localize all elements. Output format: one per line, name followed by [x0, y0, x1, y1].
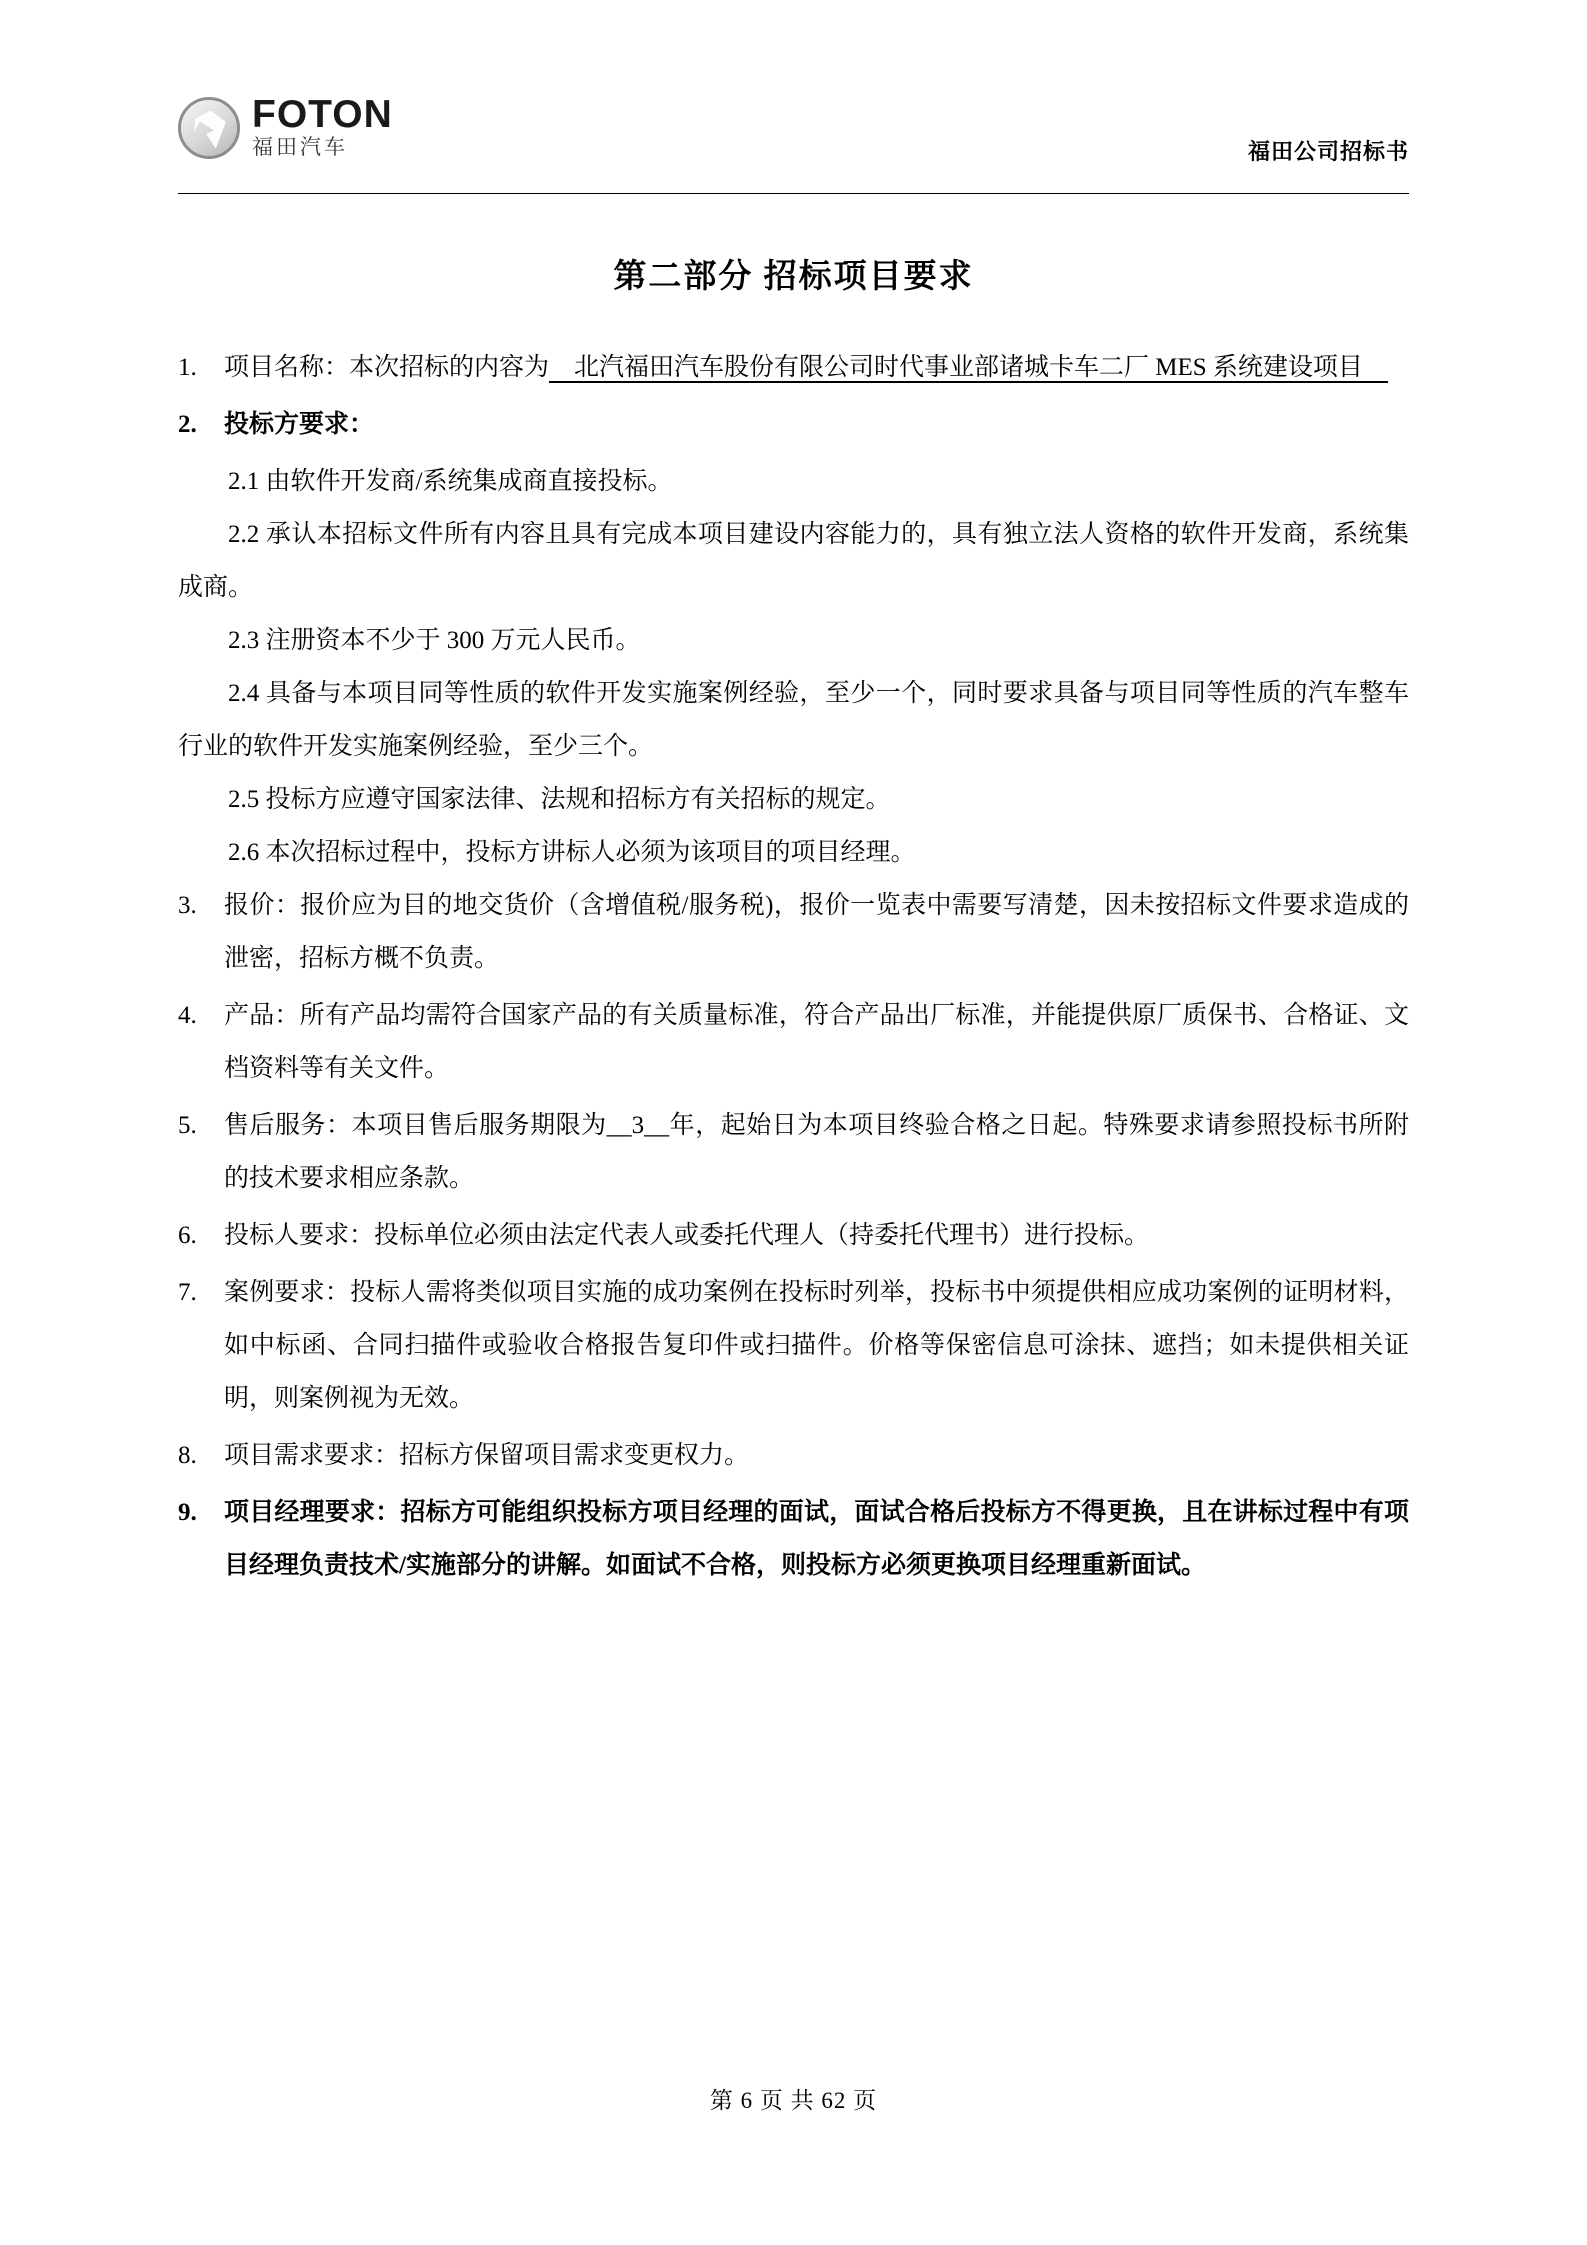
list-item: [178, 989, 1409, 1095]
logo-text-block: [252, 95, 393, 160]
list-item-number: 9.: [178, 1499, 197, 1526]
item1-lead: 项目名称：本次招标的内容为: [224, 354, 550, 381]
list-item: [178, 1209, 1409, 1262]
list-item-number: 1.: [178, 354, 197, 381]
list-item-text: 项目需求要求：招标方保留项目需求变更权力。: [224, 1442, 750, 1469]
list-item-text: [224, 1099, 1409, 1205]
sub-item-2-5: 2.5 投标方应遵守国家法律、法规和招标方有关招标的规定。: [228, 786, 891, 813]
list-item: [178, 398, 1409, 451]
foton-logo: [178, 95, 393, 160]
page-header: [178, 95, 1409, 180]
list-item-text: 项目经理要求：招标方可能组织投标方项目经理的面试，面试合格后投标方不得更换，且在讲标过程中有项目经理负责技术/实施部分的讲解。如面试不合格，则投标方必须更换项目经理重新面试。: [224, 1499, 1409, 1579]
list-item-text: 案例要求：投标人需将类似项目实施的成功案例在投标时列举，投标书中须提供相应成功案例的证明材料，如中标函、合同扫描件或验收合格报告复印件或扫描件。价格等保密信息可涂抹、遮挡；如未提供相关证明，则案例视为无效。: [224, 1279, 1409, 1412]
list-item-number: 4.: [178, 1002, 197, 1029]
header-divider: [178, 193, 1409, 194]
list-item-text: 投标人要求：投标单位必须由法定代表人或委托代理人（持委托代理书）进行投标。: [224, 1222, 1150, 1249]
list-item: [178, 1266, 1409, 1425]
list-item: [178, 1429, 1409, 1482]
document-body: [178, 232, 1409, 1596]
page-title: 第二部分 招标项目要求: [613, 259, 974, 295]
list-item-text: 投标方要求：: [224, 411, 375, 438]
sub-item-2-3: 2.3 注册资本不少于 300 万元人民币。: [228, 627, 641, 654]
item1-project-name: 北汽福田汽车股份有限公司时代事业部诸城卡车二厂 MES 系统建设项目: [549, 354, 1388, 381]
sub-item-2-2: 2.2 承认本招标文件所有内容且具有完成本项目建设内容能力的，具有独立法人资格的软件开发商，系统集成商。: [178, 521, 1409, 601]
list-item-number: 5.: [178, 1112, 197, 1139]
item5-tail: 年，起始日为本项目终验合格之日起。特殊要求请参照投标书所附的技术要求相应条款。: [224, 1112, 1409, 1192]
logo-wordmark: FOTON: [252, 93, 393, 136]
list-item: [178, 341, 1409, 394]
list-item-text: [224, 341, 1409, 394]
list-item: [178, 1486, 1409, 1592]
list-item-text: 报价：报价应为目的地交货价（含增值税/服务税)，报价一览表中需要写清楚，因未按招标文件要求造成的泄密，招标方概不负责。: [224, 892, 1409, 972]
list-item-number: 2.: [178, 411, 197, 438]
list-item-number: 3.: [178, 892, 197, 919]
list-item-number: 8.: [178, 1442, 197, 1469]
list-item-text: 产品：所有产品均需符合国家产品的有关质量标准，符合产品出厂标准，并能提供原厂质保书、合格证、文档资料等有关文件。: [224, 1002, 1409, 1082]
item5-lead: 售后服务：本项目售后服务期限为: [224, 1112, 607, 1139]
foton-emblem-icon: [178, 97, 240, 159]
list-item: [178, 1099, 1409, 1205]
list-item: [178, 879, 1409, 985]
logo-subtitle: 福田汽车: [252, 136, 348, 159]
page-footer: 第 6 页 共 62 页: [709, 2088, 878, 2113]
header-right-label: 福田公司招标书: [1247, 139, 1409, 164]
sub-item-2-6: 2.6 本次招标过程中，投标方讲标人必须为该项目的项目经理。: [228, 839, 916, 866]
sub-item-2-4: 2.4 具备与本项目同等性质的软件开发实施案例经验，至少一个，同时要求具备与项目同等性质的汽车整车行业的软件开发实施案例经验，至少三个。: [178, 680, 1409, 760]
list-item-number: 7.: [178, 1279, 197, 1306]
sub-item-2-1: 2.1 由软件开发商/系统集成商直接投标。: [228, 468, 673, 495]
item5-years: __3__: [606, 1112, 670, 1139]
list-item-number: 6.: [178, 1222, 197, 1249]
